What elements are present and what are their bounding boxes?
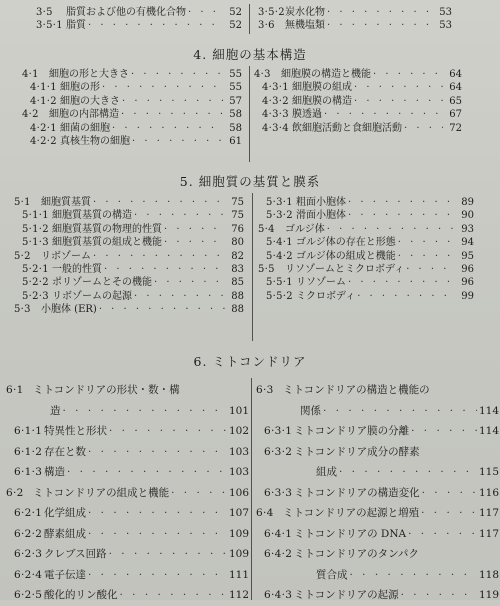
entry-number: 3·5·1 [36,20,63,32]
dot-leader [421,503,477,524]
toc-entry [22,108,242,121]
entry-number: 5·1·2 [22,223,49,235]
entry-number: 3·5 [36,7,53,18]
entry-page-number: 107 [229,507,250,519]
dot-leader [134,209,225,222]
dot-leader [121,108,223,121]
entry-title: ミクロボディ [296,290,356,302]
dot-leader [164,236,225,249]
entry-title: 脂質 [66,20,86,32]
dot-leader [327,223,455,236]
dot-leader [88,442,227,463]
toc-entry [256,401,500,422]
entry-title: リボゾーム [41,250,91,262]
entry-page-number: 65 [449,95,462,107]
entry-page-number: 88 [231,290,244,302]
entry-number: 6·1·1 [14,425,43,437]
column-divider [249,4,250,34]
dot-leader [354,95,443,108]
toc-entry [28,19,242,32]
entry-title: 細胞の形 [60,82,100,94]
entry-title: 一般的性質 [52,263,102,275]
dot-leader [93,250,225,263]
entry-page-number: 58 [229,122,242,134]
entry-title: 電子伝達 [44,568,86,581]
toc-entry [14,276,244,289]
dot-leader [99,303,225,316]
toc-entry [14,290,244,303]
toc-entry [14,263,244,276]
entry-number: 3·5·2 [258,7,285,18]
entry-number: 5·2 [14,250,31,262]
entry-page-number: 106 [229,486,250,499]
entry-title: 質合成 [316,568,348,581]
entry-page-number: 118 [479,568,500,581]
entry-number: 4·2·2 [30,135,57,147]
entry-page-number: 103 [229,445,250,458]
entry-number: 4·3·3 [262,109,289,121]
entry-page-number: 90 [461,210,474,222]
entry-title: 細胞膜の構造と機能 [281,69,371,80]
entry-title: 小胞体 (ER) [41,304,97,316]
toc-entry [6,380,246,401]
toc-entry [14,236,244,249]
column-divider [251,378,252,600]
entry-number: 4·3·1 [262,82,289,94]
chapter-heading: 5. 細胞質の基質と膜系 [179,174,321,189]
entry-page-number: 85 [231,277,244,289]
entry-number: 3·6 [258,20,275,32]
toc-entry [254,81,462,94]
entry-page-number: 102 [229,425,250,437]
entry-page-number: 64 [449,82,462,94]
entry-number: 4·1·1 [30,82,57,94]
entry-title: 化学組成 [44,507,86,519]
entry-number: 5·4 [258,223,275,235]
toc-entry [256,462,500,483]
entry-number: 6·2·3 [14,548,43,560]
dot-leader [354,81,443,94]
toc-entry [14,223,244,236]
toc-column-left [22,68,242,148]
dot-leader [348,209,455,222]
dot-leader [132,135,223,148]
entry-title: 細胞膜の組成 [292,82,352,94]
toc-entry [22,95,242,108]
entry-number: 5·3·2 [266,210,293,222]
toc-entry [258,209,474,222]
entry-title: 炭水化物 [285,7,325,18]
toc-entry [6,483,250,504]
toc-entry [28,6,242,19]
dot-leader [404,122,443,135]
entry-page-number: 112 [229,589,250,601]
entry-title: 無機塩類 [285,20,325,32]
dot-leader [154,276,225,289]
entry-title: 存在と数 [44,445,86,458]
entry-page-number: 93 [461,223,474,235]
toc-entry [6,462,250,483]
toc-entry [6,503,250,524]
entry-page-number: 114 [479,404,500,417]
entry-page-number: 80 [231,237,244,249]
dot-leader [406,263,455,276]
toc-entry [6,401,250,422]
dot-leader [188,6,223,19]
entry-number: 5·5 [258,263,275,275]
entry-title: 滑面小胞体 [296,210,346,222]
entry-title: 組成 [316,466,337,478]
dot-leader [373,68,443,81]
entry-page-number: 119 [479,589,500,601]
entry-title: 粗面小胞体 [296,197,346,208]
toc-entry [6,524,250,545]
entry-number: 5·1 [14,197,31,208]
entry-number: 5·4·2 [266,250,293,262]
toc-entry [22,68,242,81]
dot-leader [171,483,227,504]
entry-number: 5·5·2 [266,290,293,302]
entry-title: 造 [50,404,61,417]
entry-title: 細胞質基質 [41,197,91,208]
entry-number: 4·3 [254,69,271,80]
entry-page-number: 52 [229,7,242,18]
dot-leader [401,585,477,606]
toc-entry [258,19,452,32]
dot-leader [339,462,477,483]
entry-title: ミトコンドリアの組成と機能 [33,486,170,499]
entry-page-number: 96 [461,263,474,275]
chapter-heading: 6. ミトコンドリア [193,354,307,369]
dot-leader [88,503,227,524]
toc-column-left [28,6,242,33]
entry-number: 5·2·3 [22,290,49,302]
dot-leader [350,565,478,586]
entry-page-number: 117 [479,527,500,540]
entry-title: ミトコンドリアのタンパク [294,548,419,560]
toc-entry [22,122,242,135]
entry-page-number: 58 [229,109,242,121]
column-divider [252,193,253,341]
toc-entry [258,196,474,209]
entry-page-number: 99 [461,290,474,302]
dot-leader [357,290,455,303]
entry-number: 5·4·1 [266,237,293,249]
entry-title: 細胞質基質の構造 [52,210,132,222]
toc-entry [14,250,244,263]
entry-number: 5·1·1 [22,210,49,222]
entry-page-number: 55 [229,82,242,94]
entry-page-number: 115 [479,466,500,478]
toc-entry [254,122,462,135]
entry-number: 6·3·2 [264,445,293,458]
toc-entry [256,565,500,586]
dot-leader [88,565,227,586]
toc-entry [256,503,500,524]
entry-title: ミトコンドリアの起源 [294,589,399,601]
entry-title: ミトコンドリア成分の酵素 [294,445,420,458]
entry-title: ミトコンドリアの形状・数・構 [33,384,180,396]
toc-entry [258,223,474,236]
dot-leader [348,276,455,289]
toc-entry [254,68,462,81]
entry-page-number: 67 [449,109,462,121]
dot-leader [88,19,223,32]
dot-leader [122,95,223,108]
entry-number: 5·5·1 [266,277,293,289]
dot-leader [411,421,477,442]
entry-title: 膜透過 [292,109,322,121]
entry-title: リソゾームとミクロボディ [285,263,405,275]
entry-number: 5·1·3 [22,237,49,249]
toc-entry [258,6,452,19]
entry-title: ミトコンドリアの DNA [294,527,407,540]
dot-leader [134,290,225,303]
entry-title: クレブス回路 [44,548,107,560]
toc-entry [254,108,462,121]
toc-entry [258,276,474,289]
toc-column-right [256,380,500,606]
entry-title: リボゾームの起源 [52,290,132,302]
entry-title: ミトコンドリア膜の分離 [294,425,410,437]
dot-leader [164,223,225,236]
dot-leader [422,483,477,504]
entry-page-number: 76 [231,223,244,235]
entry-number: 6·1 [6,384,24,396]
toc-entry [256,483,500,504]
toc-entry [14,303,244,316]
entry-title: ミトコンドリアの起源と増殖 [283,507,420,519]
entry-number: 6·2·5 [14,589,43,601]
entry-page-number: 96 [461,277,474,289]
dot-leader [88,524,227,545]
toc-entry [256,544,496,565]
entry-page-number: 88 [231,304,244,316]
entry-title: ゴルジ体 [285,223,325,235]
entry-page-number: 109 [229,548,250,560]
entry-number: 6·2 [6,486,24,499]
entry-title: ミトコンドリアの構造変化 [294,486,420,499]
toc-entry [258,236,474,249]
dot-leader [109,421,227,442]
chapter-heading: 4. 細胞の基本構造 [193,47,307,62]
toc-column-left [14,196,244,317]
entry-title: 細胞質基質の組成と機能 [52,237,162,249]
dot-leader [120,585,228,606]
entry-page-number: 61 [229,135,242,147]
entry-page-number: 103 [229,466,250,478]
entry-number: 6·1·3 [14,466,43,478]
toc-entry [256,442,496,463]
entry-page-number: 64 [449,69,462,80]
entry-title: リソゾーム [296,277,346,289]
toc-entry [22,135,242,148]
toc-entry [256,421,500,442]
entry-number: 6·2·2 [14,527,43,540]
toc-entry [14,209,244,222]
entry-title: 細胞の大きさ [60,95,120,107]
entry-title: 細胞膜の構造 [292,95,352,107]
entry-page-number: 57 [229,95,242,107]
dot-leader [327,19,433,32]
entry-title: 構造 [44,466,65,478]
entry-number: 4·3·2 [262,95,289,107]
entry-page-number: 94 [461,237,474,249]
toc-entry [258,290,474,303]
dot-leader [327,6,433,19]
entry-number: 6·4 [256,507,274,519]
entry-page-number: 111 [229,568,250,581]
entry-page-number: 75 [231,210,244,222]
entry-number: 4·2·1 [30,122,57,134]
entry-page-number: 55 [229,69,242,80]
entry-page-number: 116 [479,486,500,499]
entry-page-number: 72 [449,122,462,134]
dot-leader [63,401,228,422]
entry-page-number: 109 [229,527,250,540]
entry-number: 4·1·2 [30,95,57,107]
toc-entry [256,585,500,606]
column-divider [249,66,250,162]
entry-title: ミトコンドリアの構造と機能の [283,384,430,396]
entry-title: ゴルジ体の組成と機能 [296,250,396,262]
entry-title: ポリゾームとその機能 [52,277,152,289]
toc-entry [6,544,250,565]
entry-page-number: 75 [231,197,244,208]
dot-leader [324,108,443,121]
dot-leader [104,263,225,276]
toc-entry [256,524,500,545]
toc-column-right [254,68,462,135]
toc-entry [6,565,250,586]
toc-entry [22,81,242,94]
dot-leader [112,122,223,135]
toc-entry [254,95,462,108]
toc-entry [256,380,496,401]
entry-page-number: 52 [229,20,242,32]
toc-entry [14,196,244,209]
entry-title: 飲細胞活動と食細胞活動 [292,122,402,134]
entry-number: 6·1·2 [14,445,43,458]
entry-title: 酸化的リン酸化 [44,589,118,601]
entry-number: 6·4·1 [264,527,293,540]
entry-number: 5·3 [14,304,31,316]
dot-leader [109,544,227,565]
entry-number: 4·1 [22,69,39,80]
entry-page-number: 95 [461,250,474,262]
toc-entry [258,263,474,276]
entry-title: 細胞質基質の物理的性質 [52,223,162,235]
dot-leader [398,250,455,263]
toc-entry [6,442,250,463]
entry-page-number: 89 [461,197,474,208]
entry-number: 6·2·1 [14,507,43,519]
entry-title: 酵素組成 [44,527,86,540]
entry-number: 6·4·2 [264,548,293,560]
entry-page-number: 117 [479,507,500,519]
entry-page-number: 82 [231,250,244,262]
entry-title: 細菌の細胞 [60,122,110,134]
toc-entry [258,250,474,263]
entry-title: 特異性と形状 [44,425,107,437]
toc-column-right [258,196,474,303]
entry-title: 関係 [300,404,321,417]
entry-title: 真核生物の細胞 [60,135,130,147]
entry-page-number: 53 [439,20,452,32]
dot-leader [131,68,223,81]
dot-leader [67,462,227,483]
entry-number: 6·2·4 [14,568,43,581]
entry-page-number: 114 [479,425,500,437]
toc-entry [6,585,250,606]
entry-page-number: 83 [231,263,244,275]
dot-leader [102,81,223,94]
entry-title: ゴルジ体の存在と形態 [296,237,396,249]
toc-column-right [258,6,452,33]
dot-leader [408,524,477,545]
dot-leader [398,236,455,249]
entry-title: 細胞の内部構造 [49,109,119,121]
entry-number: 6·3·3 [264,486,293,499]
entry-number: 5·3·1 [266,197,293,208]
entry-number: 6·3·1 [264,425,293,437]
entry-title: 脂質および他の有機化合物 [66,7,186,18]
entry-number: 6·4·3 [264,589,293,601]
entry-number: 5·2·1 [22,263,49,275]
dot-leader [93,196,225,209]
toc-entry [6,421,250,442]
dot-leader [323,401,477,422]
entry-number: 4·2 [22,109,39,121]
entry-page-number: 53 [439,7,452,18]
entry-number: 6·3 [256,384,274,396]
entry-title: 細胞の形と大きさ [49,69,129,80]
entry-page-number: 101 [229,404,250,417]
toc-column-left [6,380,250,606]
entry-number: 4·3·4 [262,122,289,134]
dot-leader [348,196,455,209]
entry-number: 5·2·2 [22,277,49,289]
